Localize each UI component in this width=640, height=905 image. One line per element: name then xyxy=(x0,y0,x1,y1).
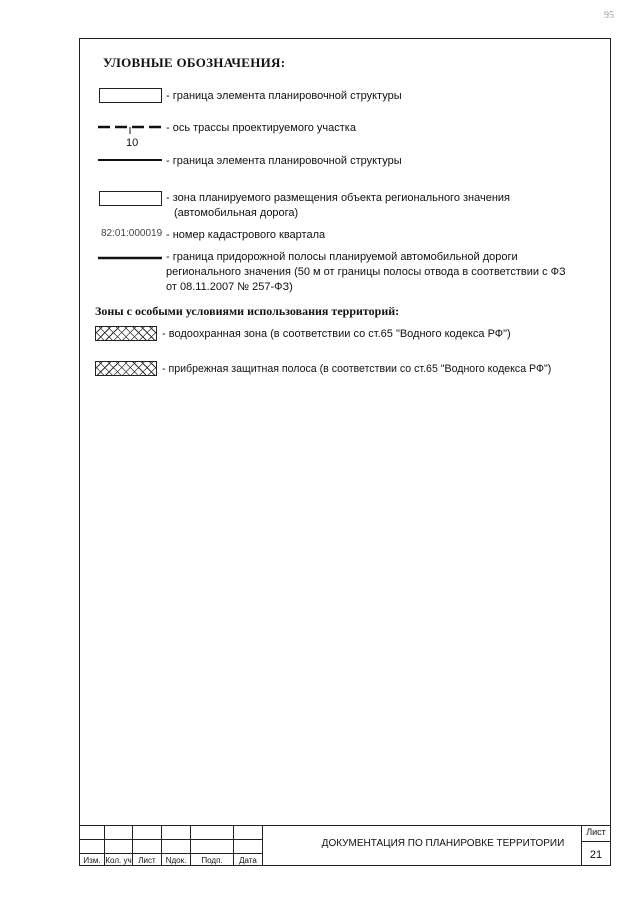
title-block xyxy=(79,825,611,866)
route-axis-number: 10 xyxy=(126,137,139,149)
stamp-podp: Подп. xyxy=(190,853,233,866)
legend-item-6-line3: от 08.11.2007 № 257-ФЗ) xyxy=(166,281,293,293)
roadside-strip-line-symbol xyxy=(98,253,162,263)
stamp-ndok: Nдок. xyxy=(161,853,190,866)
legend-item-1: - граница элемента планировочной структуры xyxy=(166,90,402,102)
legend-item-5: - номер кадастрового квартала xyxy=(166,229,326,241)
stamp-kol: Кол. уч xyxy=(104,853,132,866)
zone-item-1: - водоохранная зона (в соответствии со ст.65 "Водного кодекса РФ") xyxy=(162,328,511,340)
legend-item-4-line1: - зона планируемого размещения объекта регионального значения xyxy=(166,192,511,204)
legend-item-2: - ось трассы проектируемого участка xyxy=(166,122,356,134)
legend-item-6-line2: регионального значения (50 м от границы полосы отвода в соответствии с ФЗ xyxy=(166,266,566,278)
coastal-strip-hatch-symbol xyxy=(95,361,157,376)
stamp-data: Дата xyxy=(233,853,262,866)
legend-item-4-line2: (автомобильная дорога) xyxy=(174,207,299,219)
stamp-list: Лист xyxy=(132,853,161,866)
structure-boundary-rect-symbol xyxy=(99,88,162,103)
structure-boundary-line-symbol xyxy=(98,155,162,165)
zones-title: Зоны с особыми условиями использования территорий: xyxy=(95,304,400,318)
stamp-izm: Изм. xyxy=(79,853,104,866)
legend-item-6-line1: - граница придорожной полосы планируемой автомобильной дороги xyxy=(166,251,518,263)
legend-item-3: - граница элемента планировочной структуры xyxy=(166,155,402,167)
corner-mark: 95 xyxy=(604,10,614,21)
cadastral-code: 82:01:000019 xyxy=(101,228,163,239)
water-protection-zone-hatch-symbol xyxy=(95,326,157,341)
planned-zone-rect-symbol xyxy=(99,191,162,206)
document-title: ДОКУМЕНТАЦИЯ ПО ПЛАНИРОВКЕ ТЕРРИТОРИИ xyxy=(321,838,565,849)
zone-item-2: - прибрежная защитная полоса (в соответствии со ст.65 "Водного кодекса РФ") xyxy=(162,363,552,375)
legend-title: УЛОВНЫЕ ОБОЗНАЧЕНИЯ: xyxy=(103,55,286,70)
sheet-label: Лист xyxy=(586,827,606,837)
sheet-number: 21 xyxy=(589,849,603,861)
